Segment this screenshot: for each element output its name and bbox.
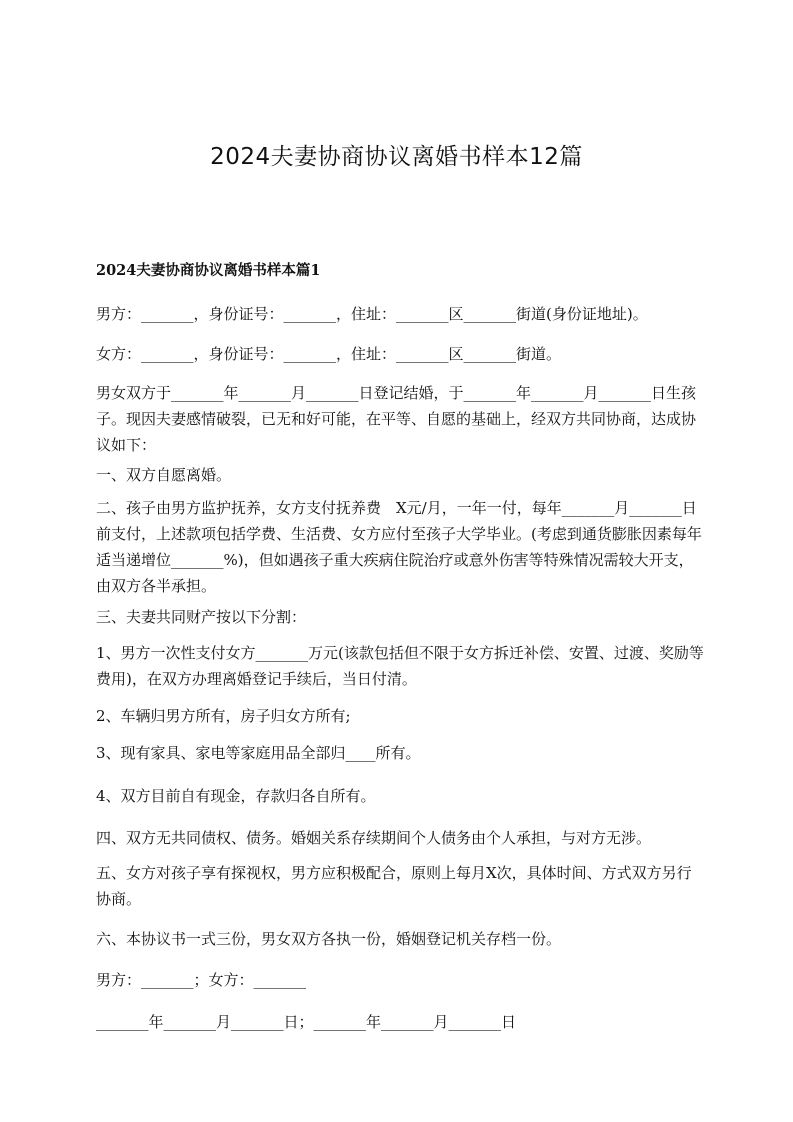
paragraph-man-info: 男方：_______，身份证号：_______，住址：_______区_______街道(身份证地址)。 [96, 305, 648, 323]
property-item-1: 1、男方一次性支付女方_______万元(该款包括但不限于女方拆迁补偿、安置、过渡、奖励等费用)，在双方办理离婚登记手续后，当日付清。 [96, 644, 704, 688]
date-line: _______年_______月_______日；_______年_______月_______日 [96, 1013, 517, 1031]
signature-line: 男方：_______；女方：_______ [96, 971, 307, 989]
clause-4-debts: 四、双方无共同债权、债务。婚姻关系存续期间个人债务由个人承担，与对方无涉。 [96, 829, 652, 847]
clause-2-child-custody: 二、孩子由男方监护抚养，女方支付抚养费 X元/月，一年一付，每年_______月_______日前支付，上述款项包括学费、生活费、女方应付至孩子大学毕业。(考虑到通货膨胀因素每年适当递增位_______%)，但如遇孩子重大疾病住院治疗或意外伤害等特殊情况需较大开支，由双方各半承担。 [96, 499, 702, 595]
document-title: 2024夫妻协商协议离婚书样本12篇 [210, 144, 583, 170]
paragraph-woman-info: 女方：_______，身份证号：_______，住址：_______区_______街道。 [96, 345, 562, 363]
clause-1: 一、双方自愿离婚。 [96, 466, 232, 484]
property-item-3: 3、现有家具、家电等家庭用品全部归____所有。 [96, 744, 421, 762]
clause-3-property: 三、夫妻共同财产按以下分割： [96, 608, 307, 626]
clause-6-copies: 六、本协议书一式三份，男女双方各执一份，婚姻登记机关存档一份。 [96, 930, 562, 948]
property-item-2: 2、车辆归男方所有，房子归女方所有; [96, 707, 351, 725]
clause-5-visitation: 五、女方对孩子享有探视权，男方应积极配合，原则上每月X次，具体时间、方式双方另行协商。 [96, 864, 692, 908]
section-heading: 2024夫妻协商协议离婚书样本篇1 [96, 262, 321, 279]
paragraph-marriage-info: 男女双方于_______年_______月_______日登记结婚，于_______年_______月_______日生孩子。现因夫妻感情破裂，已无和好可能，在平等、自愿的基础上，经双方共同协商，达成协议如下： [96, 384, 697, 454]
property-item-4: 4、双方目前自有现金，存款归各自所有。 [96, 787, 376, 805]
